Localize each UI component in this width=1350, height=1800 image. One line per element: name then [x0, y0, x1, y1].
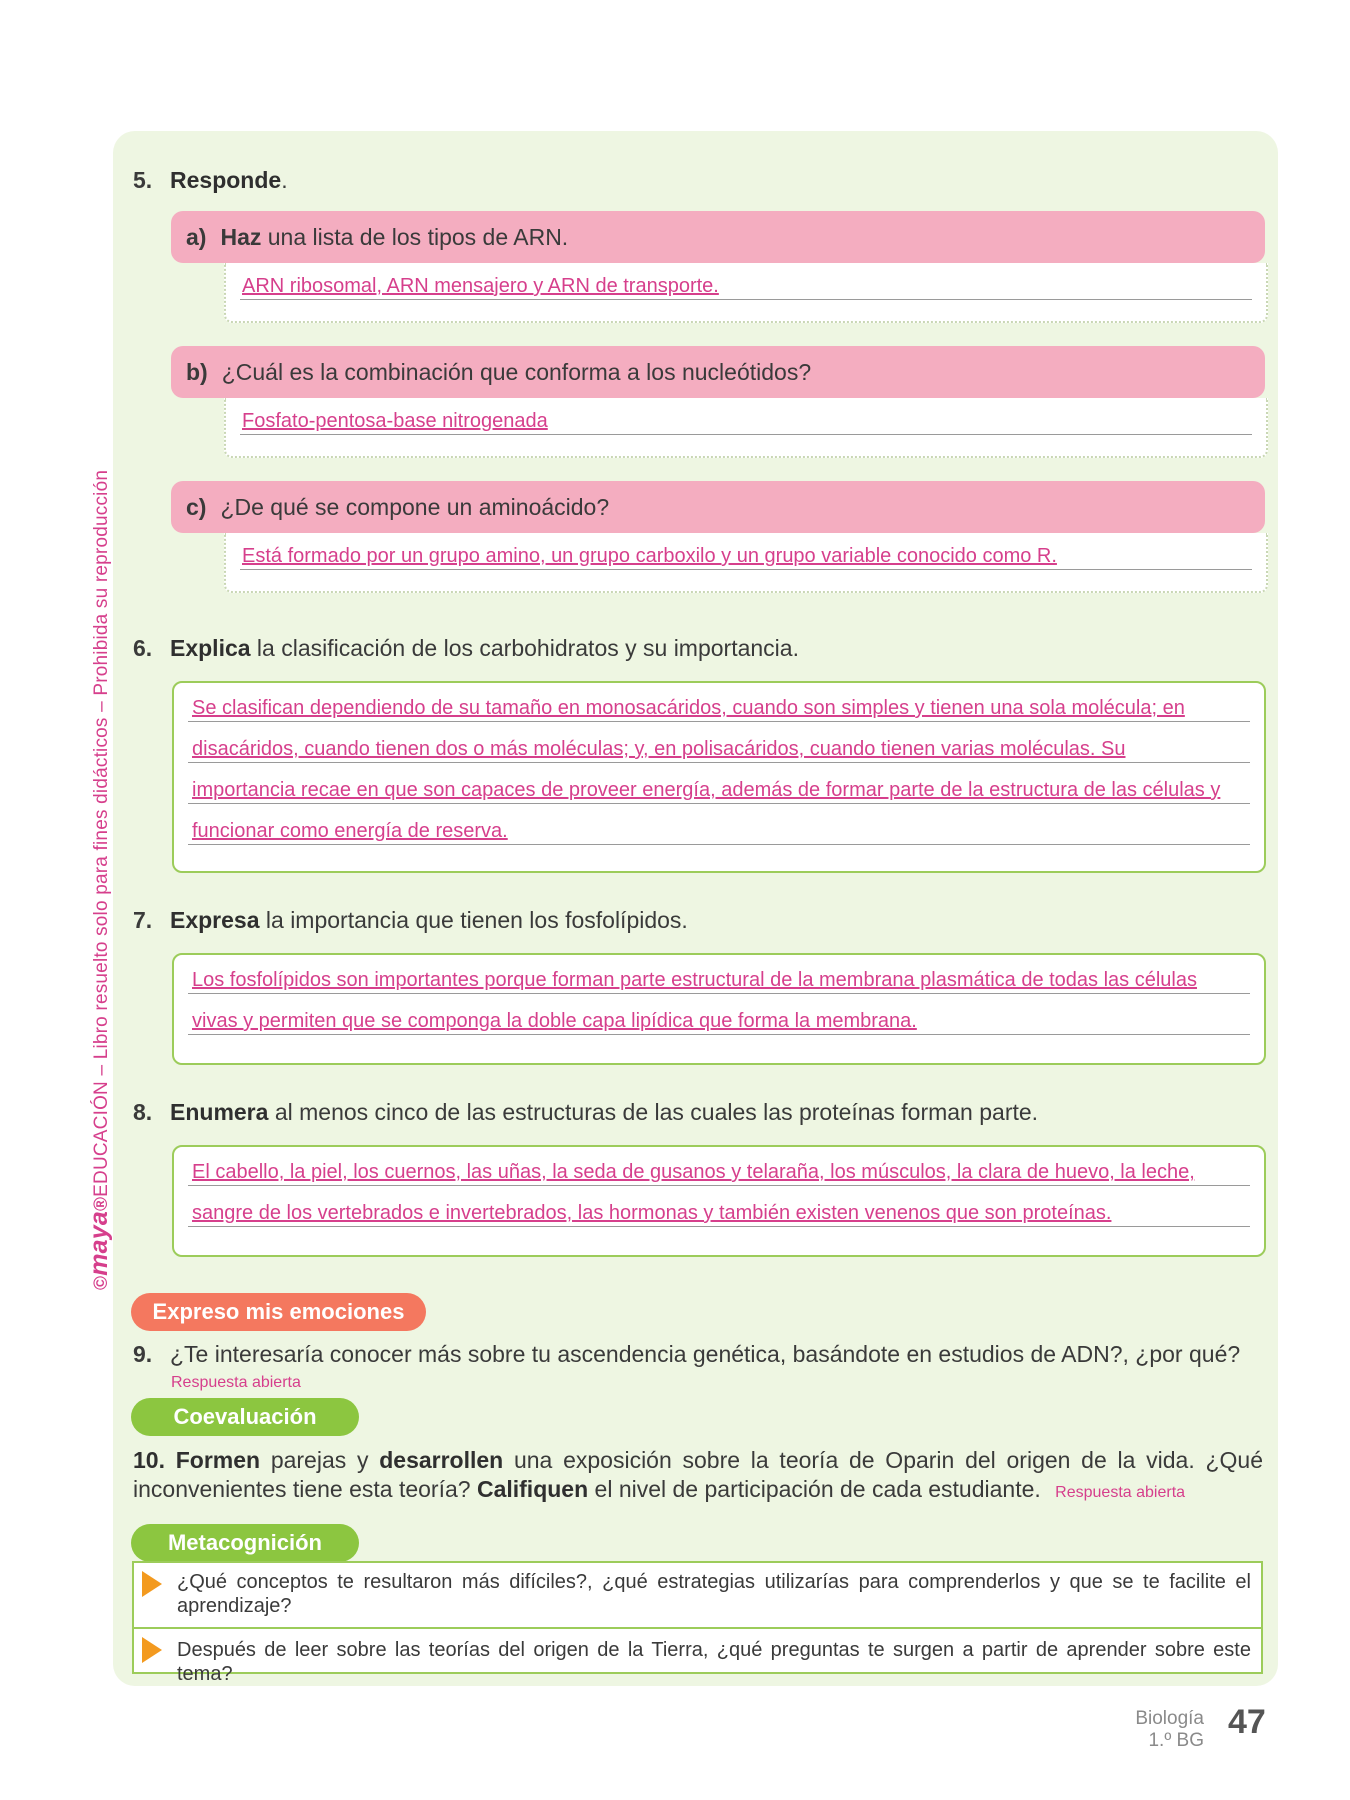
sidebar-text: EDUCACIÓN – Libro resuelto solo para fines didácticos – Prohibida su reproducción — [91, 469, 112, 1197]
answer-box-6[interactable] — [172, 681, 1266, 873]
subquestion-text: ¿Cuál es la combinación que conforma a los nucleótidos? — [221, 359, 812, 385]
sidebar-copyright — [85, 470, 114, 1290]
answer-line: El cabello, la piel, los cuernos, las uñas, la seda de gusanos y telaraña, los músculos, la clara de huevo, la leche, — [188, 1159, 1250, 1186]
question-verb: Explica — [170, 635, 251, 661]
question-5 — [133, 167, 288, 194]
answer-box-7[interactable] — [172, 953, 1266, 1065]
subquestion-text: ¿De qué se compone un aminoácido? — [220, 494, 610, 520]
question-text: parejas y — [260, 1447, 380, 1473]
subquestion-verb: Haz — [220, 224, 262, 250]
subquestion-letter: a) — [186, 224, 207, 250]
subquestion-text: una lista de los tipos de ARN. — [261, 224, 569, 250]
page-number: 47 — [1228, 1703, 1266, 1741]
answer-line: funcionar como energía de reserva. — [188, 818, 1250, 845]
play-triangle-icon — [142, 1571, 162, 1597]
question-9 — [133, 1341, 1240, 1368]
question-verb: Expresa — [170, 907, 260, 933]
copyright-symbol: © — [91, 1275, 112, 1290]
question-number: 5. — [133, 167, 153, 193]
footer-grade: 1.º BG — [1148, 1730, 1204, 1751]
question-text: al menos cinco de las estructuras de las cuales las proteínas forman parte. — [268, 1099, 1039, 1125]
answer-line: Los fosfolípidos son importantes porque forman parte estructural de la membrana plasmática de todas las células — [188, 967, 1250, 994]
answer-9: Respuesta abierta — [171, 1374, 301, 1391]
question-10 — [133, 1446, 1263, 1507]
question-number: 8. — [133, 1099, 153, 1125]
play-triangle-icon — [142, 1637, 162, 1663]
subquestion-b — [171, 346, 1265, 398]
metacognicion-item-2 — [132, 1627, 1263, 1685]
answer-line: Se clasifican dependiendo de su tamaño en monosacáridos, cuando son simples y tienen una sola molécula; en — [188, 695, 1250, 722]
answer-c: Está formado por un grupo amino, un grupo carboxilo y un grupo variable conocido como R. — [240, 543, 1252, 570]
subquestion-a — [171, 211, 1265, 263]
question-8 — [133, 1099, 1038, 1126]
question-verb: Formen — [175, 1447, 261, 1473]
answer-line: vivas y permiten que se componga la doble capa lipídica que forma la membrana. — [188, 1008, 1250, 1035]
question-6 — [133, 635, 799, 662]
subquestion-letter: c) — [186, 494, 207, 520]
answer-line: importancia recae en que son capaces de proveer energía, además de formar parte de la estructura de las células y — [188, 777, 1250, 804]
question-text: . — [281, 167, 288, 193]
answer-box-c[interactable] — [224, 533, 1268, 593]
question-verb: desarrollen — [379, 1447, 504, 1473]
answer-10: Respuesta abierta — [1055, 1484, 1186, 1501]
subquestion-c — [171, 481, 1265, 533]
question-verb: Enumera — [170, 1099, 269, 1125]
question-text: la clasificación de los carbohidratos y su importancia. — [250, 635, 799, 661]
metacognicion-text: Después de leer sobre las teorías del origen de la Tierra, ¿qué preguntas te surgen a partir de aprender sobre este tema? — [177, 1639, 1251, 1685]
question-text: una exposición sobre la teoría de Oparin del origen de la vida. ¿Qué inconvenientes tiene esta teoría? — [133, 1447, 1263, 1502]
answer-line: disacáridos, cuando tienen dos o más moléculas; y, en polisacáridos, cuando tienen varias moléculas. Su — [188, 736, 1250, 763]
answer-box-b[interactable] — [224, 398, 1268, 458]
question-verb: Responde — [170, 167, 282, 193]
answer-box-8[interactable] — [172, 1145, 1266, 1257]
question-text: ¿Te interesaría conocer más sobre tu ascendencia genética, basándote en estudios de ADN?, ¿por qué? — [170, 1341, 1241, 1367]
question-text: el nivel de participación de cada estudiante. — [588, 1476, 1041, 1502]
question-number: 6. — [133, 635, 153, 661]
answer-line: sangre de los vertebrados e invertebrados, las hormonas y también existen venenos que son proteínas. — [188, 1200, 1250, 1227]
metacognicion-text: ¿Qué conceptos te resultaron más difíciles?, ¿qué estrategias utilizarías para comprenderlos y que se te facilite el aprendizaje? — [177, 1571, 1251, 1617]
brand-logo: maya — [85, 1211, 113, 1276]
question-verb: Califiquen — [476, 1476, 589, 1502]
registered-symbol: ® — [91, 1196, 112, 1212]
metacognicion-pill: Metacognición — [131, 1524, 359, 1562]
answer-b: Fosfato-pentosa-base nitrogenada — [240, 408, 1252, 435]
subquestion-letter: b) — [186, 359, 208, 385]
question-7 — [133, 907, 688, 934]
question-number: 7. — [133, 907, 153, 933]
answer-box-a[interactable] — [224, 263, 1268, 323]
question-number: 9. — [133, 1341, 153, 1367]
question-number: 10. — [133, 1447, 165, 1473]
coevaluacion-pill: Coevaluación — [131, 1398, 359, 1436]
question-text: la importancia que tienen los fosfolípidos. — [259, 907, 688, 933]
metacognicion-item-1 — [132, 1561, 1263, 1629]
emociones-pill: Expreso mis emociones — [131, 1293, 426, 1331]
answer-a: ARN ribosomal, ARN mensajero y ARN de transporte. — [240, 273, 1252, 300]
footer-subject: Biología — [1135, 1708, 1204, 1729]
